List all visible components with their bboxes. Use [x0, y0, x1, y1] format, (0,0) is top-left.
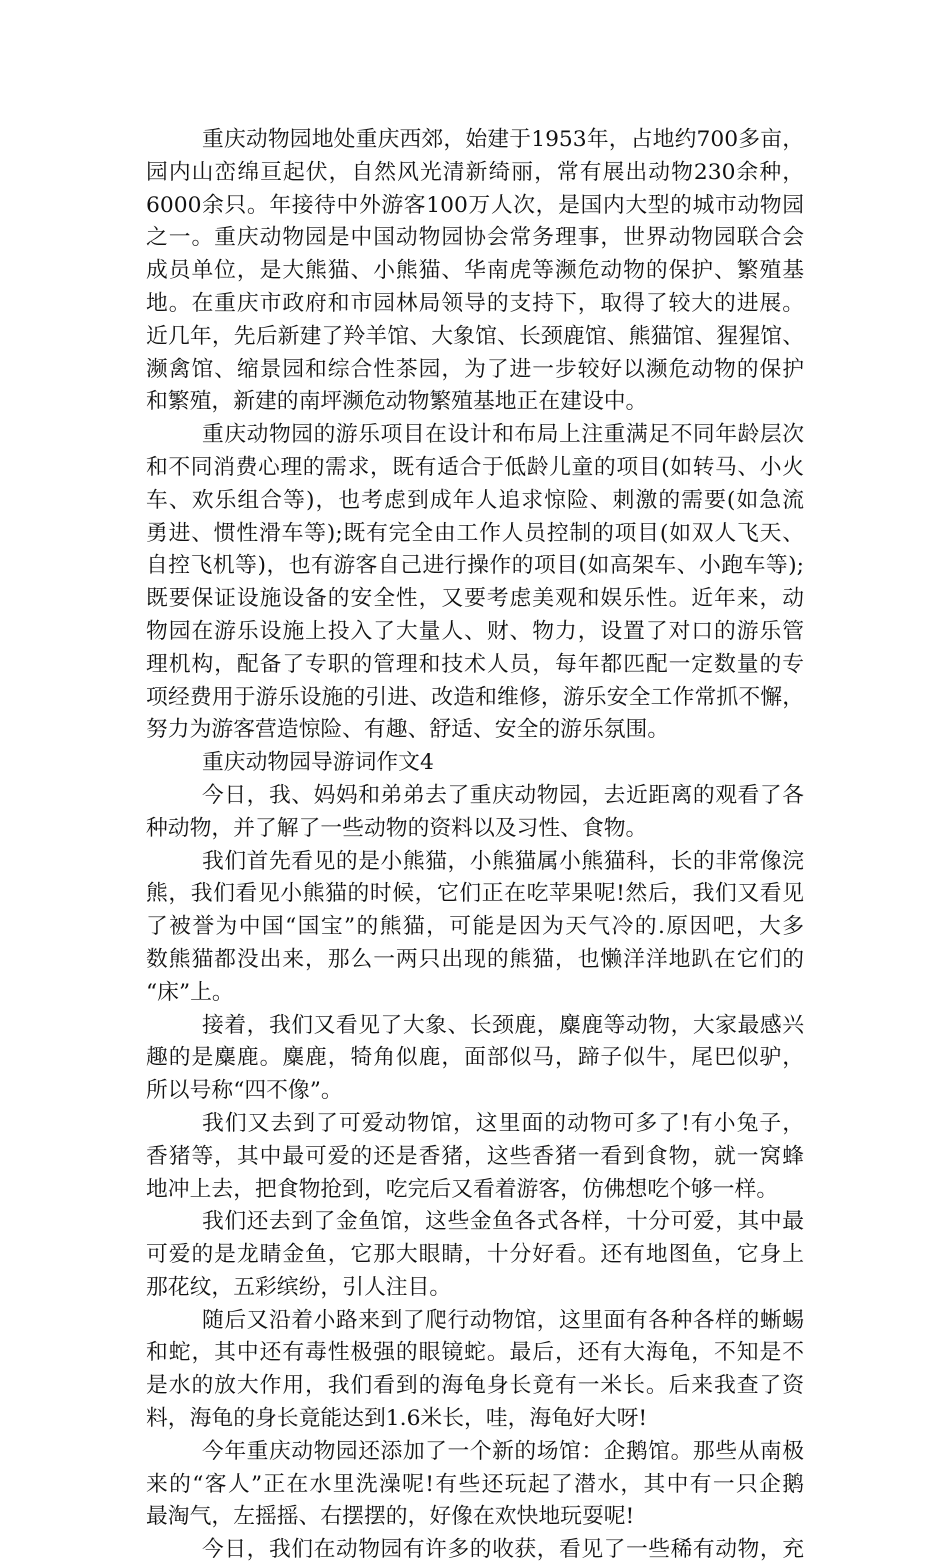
text-line: 所以号称“四不像”。: [146, 1078, 343, 1104]
document-page: [146, 124, 804, 1567]
text-line: 和不同消费心理的需求，既有适合于低龄儿童的项目(如转马、小火: [146, 454, 804, 480]
text-line: 接着，我们又看见了大象、长颈鹿，麋鹿等动物，大家最感兴: [202, 1012, 804, 1038]
text-line: 物园在游乐设施上投入了大量人、财、物力，设置了对口的游乐管: [146, 618, 804, 644]
text-line: 6000余只。年接待中外游客100万人次，是国内大型的城市动物园: [146, 192, 804, 218]
text-line: 勇进、惯性滑车等);既有完全由工作人员控制的项目(如双人飞天、: [146, 520, 804, 546]
text-line: 理机构，配备了专职的管理和技术人员，每年都匹配一定数量的专: [146, 651, 804, 677]
text-line: 今年重庆动物园还添加了一个新的场馆：企鹅馆。那些从南极: [202, 1438, 804, 1464]
text-line: 今日，我们在动物园有许多的收获，看见了一些稀有动物，充: [202, 1537, 804, 1563]
text-line: 园内山峦绵亘起伏，自然风光清新绮丽，常有展出动物230余种，: [146, 159, 804, 185]
text-line: 自控飞机等)，也有游客自己进行操作的项目(如高架车、小跑车等);: [146, 553, 804, 579]
text-line: 地。在重庆市政府和市园林局领导的支持下，取得了较大的进展。: [146, 290, 804, 316]
text-line: 我们还去到了金鱼馆，这些金鱼各式各样，十分可爱，其中最: [202, 1209, 804, 1235]
text-line: “床”上。: [146, 979, 234, 1005]
text-line: 今日，我、妈妈和弟弟去了重庆动物园，去近距离的观看了各: [202, 782, 804, 808]
text-line: 既要保证设施设备的安全性，又要考虑美观和娱乐性。近年来，动: [146, 586, 804, 612]
text-line: 那花纹，五彩缤纷，引人注目。: [146, 1274, 452, 1300]
text-line: 趣的是麋鹿。麋鹿，犄角似鹿，面部似马，蹄子似牛，尾巴似驴，: [146, 1045, 804, 1071]
text-line: 重庆动物园的游乐项目在设计和布局上注重满足不同年龄层次: [202, 422, 804, 448]
text-line: 数熊猫都没出来，那么一两只出现的熊猫，也懒洋洋地趴在它们的: [146, 946, 804, 972]
text-line: 可爱的是龙睛金鱼，它那大眼睛，十分好看。还有地图鱼，它身上: [146, 1242, 804, 1268]
text-line: 我们又去到了可爱动物馆，这里面的动物可多了!有小兔子，: [202, 1110, 804, 1136]
text-line: 来的“客人”正在水里洗澡呢!有些还玩起了潜水，其中有一只企鹅: [146, 1471, 804, 1497]
text-line: 随后又沿着小路来到了爬行动物馆，这里面有各种各样的蜥蜴: [202, 1307, 804, 1333]
text-line: 最淘气，左摇摇、右摆摆的，好像在欢快地玩耍呢!: [146, 1504, 635, 1530]
text-line: 和蛇，其中还有毒性极强的眼镜蛇。最后，还有大海龟，不知是不: [146, 1340, 804, 1366]
text-line: 近几年，先后新建了羚羊馆、大象馆、长颈鹿馆、熊猫馆、猩猩馆、: [146, 323, 804, 349]
text-line: 和繁殖，新建的南坪濒危动物繁殖基地正在建设中。: [146, 389, 648, 415]
text-line: 地冲上去，把食物抢到，吃完后又看着游客，仿佛想吃个够一样。: [146, 1176, 779, 1202]
section-heading: 重庆动物园导游词作文4: [202, 750, 434, 776]
text-line: 料，海龟的身长竟能达到1.6米长，哇，海龟好大呀!: [146, 1406, 648, 1432]
text-line: 是水的放大作用，我们看到的海龟身长竟有一米长。后来我查了资: [146, 1373, 804, 1399]
text-line: 种动物，并了解了一些动物的资料以及习性、食物。: [146, 815, 648, 841]
text-line: 我们首先看见的是小熊猫，小熊猫属小熊猫科，长的非常像浣: [202, 848, 804, 874]
text-line: 濒禽馆、缩景园和综合性茶园，为了进一步较好以濒危动物的保护: [146, 356, 804, 382]
text-line: 香猪等，其中最可爱的还是香猪，这些香猪一看到食物，就一窝蜂: [146, 1143, 804, 1169]
text-line: 成员单位，是大熊猫、小熊猫、华南虎等濒危动物的保护、繁殖基: [146, 258, 804, 284]
text-line: 了被誉为中国“国宝”的熊猫，可能是因为天气冷的.原因吧，大多: [146, 914, 804, 940]
text-line: 熊，我们看见小熊猫的时候，它们正在吃苹果呢!然后，我们又看见: [146, 881, 804, 907]
text-line: 车、欢乐组合等)，也考虑到成年人追求惊险、刺激的需要(如急流: [146, 487, 804, 513]
text-line: 项经费用于游乐设施的引进、改造和维修，游乐安全工作常抓不懈，: [146, 684, 804, 710]
text-line: 努力为游客营造惊险、有趣、舒适、安全的游乐氛围。: [146, 717, 670, 743]
text-line: 之一。重庆动物园是中国动物园协会常务理事，世界动物园联合会: [146, 225, 804, 251]
text-line: 重庆动物园地处重庆西郊，始建于1953年，占地约700多亩，: [202, 127, 804, 152]
